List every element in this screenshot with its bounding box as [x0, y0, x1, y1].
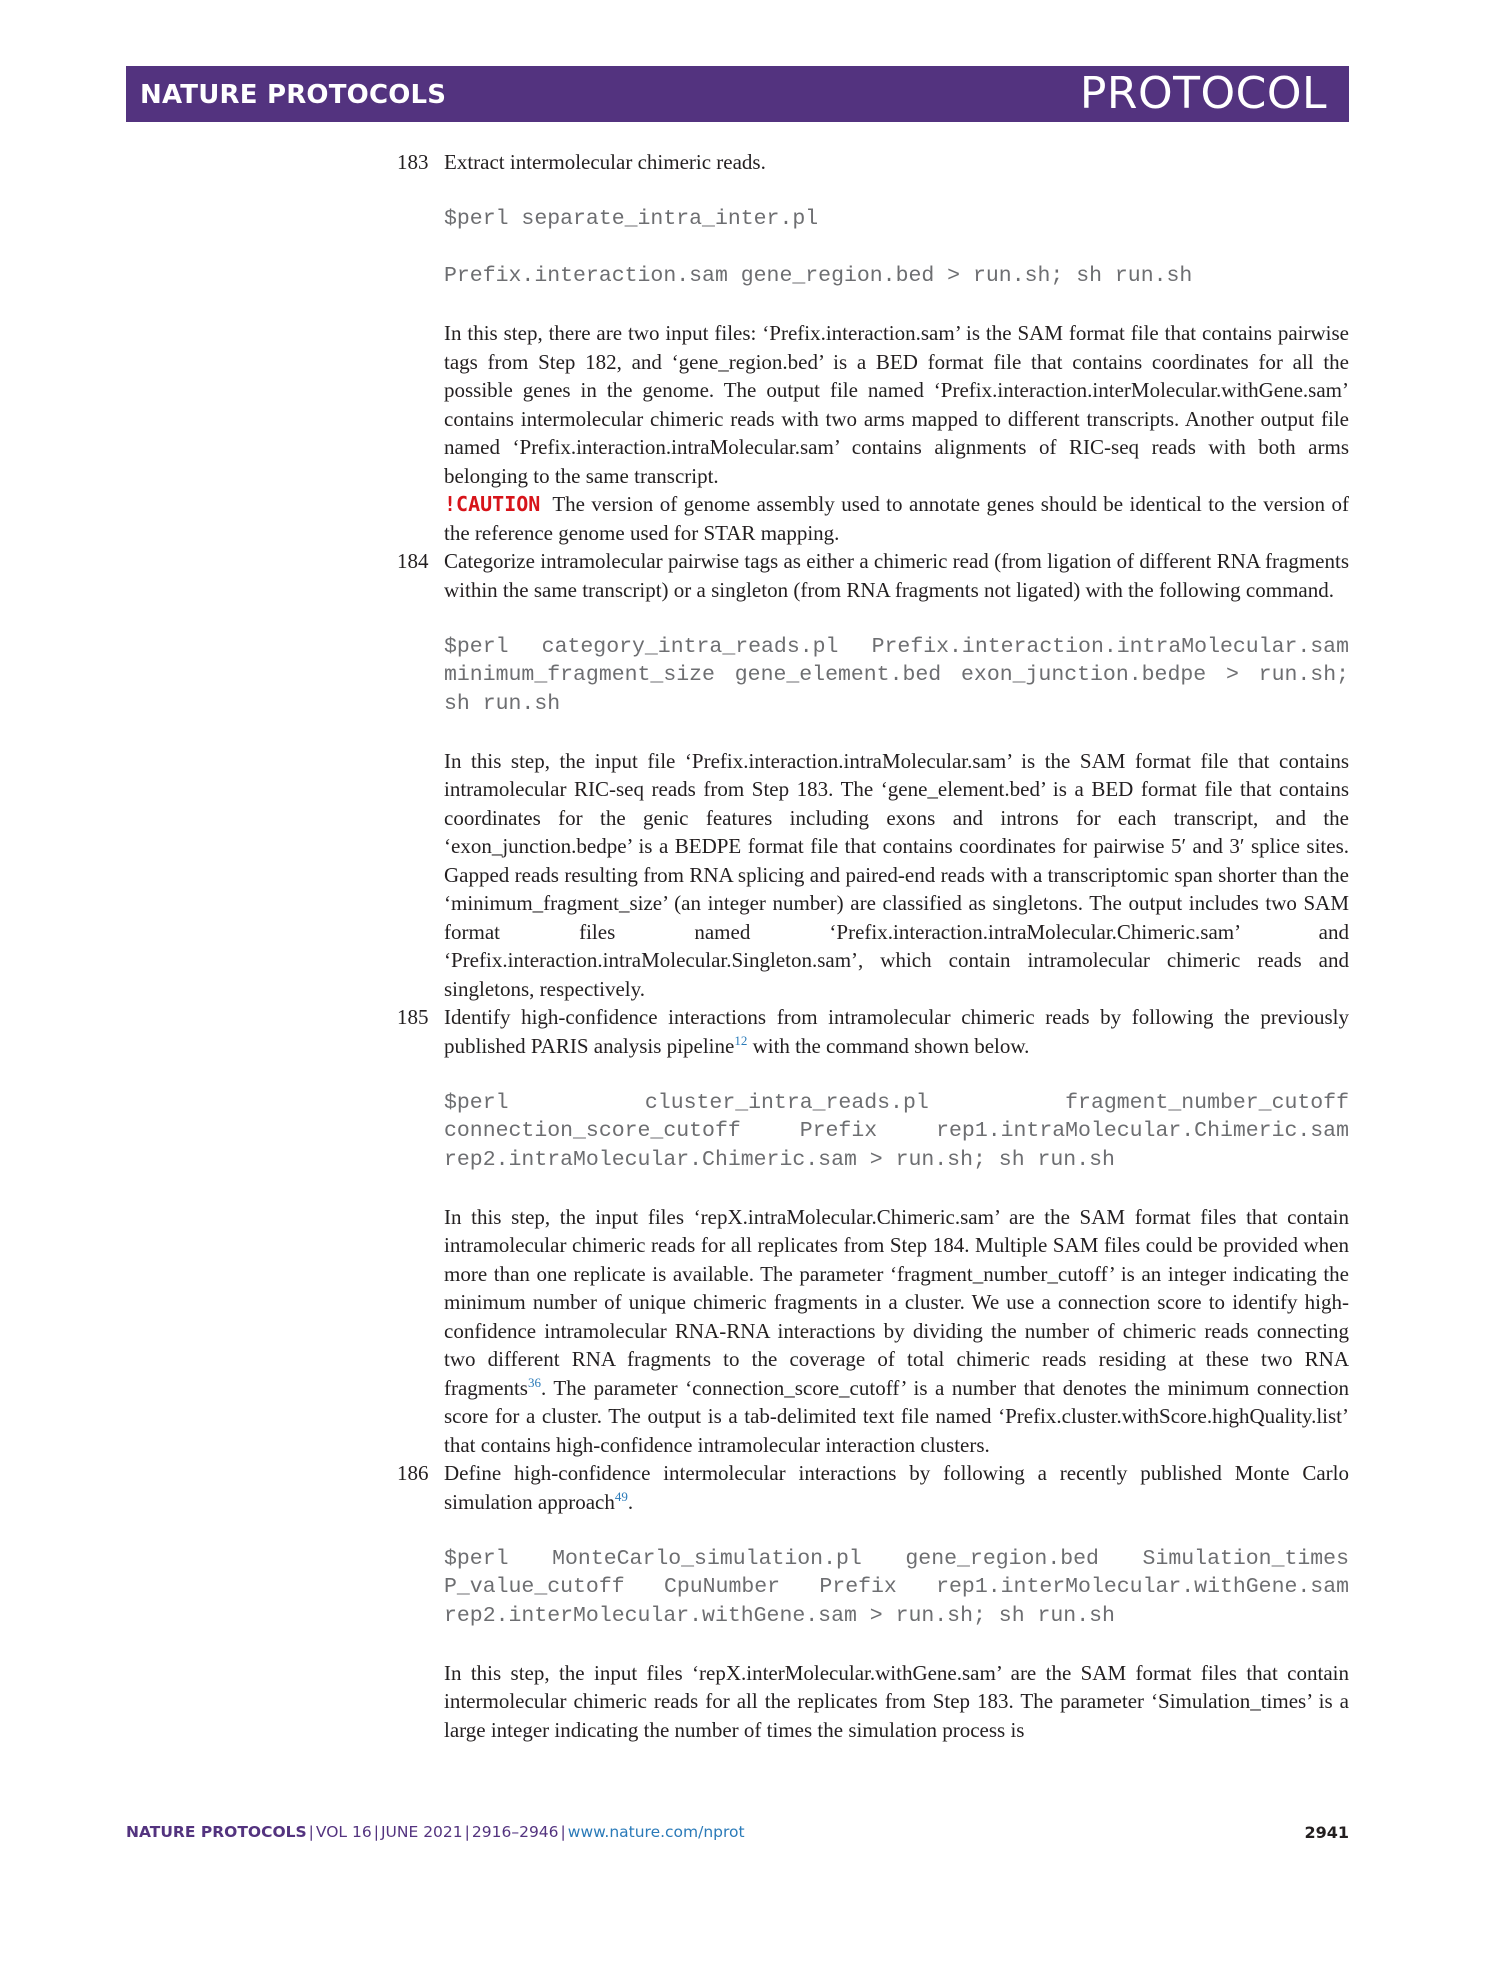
- journal-header-bar: [126, 66, 1349, 122]
- article-type-label: PROTOCOL: [1079, 68, 1327, 119]
- code-command: $perl MonteCarlo_simulation.pl gene_region.bed Simulation_times P_value_cutoff CpuNumber Prefix rep1.interMolecular.withGene.sam rep2.interMolecular.withGene.sam > run.sh; sh run.sh: [444, 1546, 1349, 1628]
- step-186: [384, 1459, 1349, 1744]
- step-number: 184: [397, 549, 429, 573]
- reference-link[interactable]: 12: [734, 1032, 748, 1048]
- footer-journal: NATURE PROTOCOLS: [126, 1823, 307, 1841]
- journal-name: NATURE PROTOCOLS: [140, 80, 447, 110]
- step-number: 183: [397, 150, 429, 174]
- step-185: [384, 1003, 1349, 1459]
- step-184: [384, 547, 1349, 1003]
- code-command: $perl category_intra_reads.pl Prefix.interaction.intraMolecular.sam minimum_fragment_size gene_element.bed exon_junction.bedpe > run.sh; sh run.sh: [444, 634, 1349, 716]
- step-description: In this step, the input files ‘repX.intraMolecular.Chimeric.sam’ are the SAM format files that contain intramolecular chimeric reads for all replicates from Step 184. Multiple SAM files could be provided when more than one replicate is available. The parameter ‘fragment_number_cutoff’ is an integer indicating the minimum number of unique chimeric fragments in a cluster. We use a connection score to identify high-confidence intramolecular RNA-RNA interactions by dividing the number of chimeric reads connecting two different RNA fragments to the coverage of total chimeric reads residing at these two RNA fragments$^{36}$. The parameter ‘connection_score_cutoff’ is a number that denotes the minimum connection score for a cluster. The output is a tab-delimited text file named ‘Prefix.cluster.withScore.highQuality.list’ that contains high-confidence intramolecular interaction clusters.: [444, 1204, 1349, 1457]
- footer-volume: VOL 16: [315, 1823, 372, 1841]
- page-number: 2941: [1304, 1823, 1349, 1842]
- reference-link[interactable]: 36: [527, 1374, 541, 1390]
- step-description: In this step, the input file ‘Prefix.interaction.intraMolecular.sam’ is the SAM format file that contains intramolecular RIC-seq reads from Step 183. The ‘gene_element.bed’ is a BED format file that contains coordinates for the genic features including exons and introns for each transcript, and the ‘exon_junction.bedpe’ is a BEDPE format file that contains coordinates for pairwise 5′ and 3′ splice sites. Gapped reads resulting from RNA splicing and paired-end reads with a transcriptomic span shorter than the ‘minimum_fragment_size’ (an integer number) are classified as singletons. The output includes two SAM format files named ‘Prefix.interaction.intraMolecular.Chimeric.sam’ and ‘Prefix.interaction.intraMolecular.Singleton.sam’, which contain intramolecular chimeric reads and singletons, respectively.: [444, 748, 1349, 1001]
- page-body: [384, 148, 1349, 1744]
- code-command: $perl cluster_intra_reads.pl fragment_number_cutoff connection_score_cutoff Prefix rep1.intraMolecular.Chimeric.sam rep2.intraMolecular.Chimeric.sam > run.sh; sh run.sh: [444, 1090, 1349, 1172]
- step-description: In this step, the input files ‘repX.interMolecular.withGene.sam’ are the SAM format files that contain intermolecular chimeric reads for all the replicates from Step 183. The parameter ‘Simulation_times’ is a large integer indicating the number of times the simulation process is: [444, 1660, 1349, 1742]
- step-number: 185: [397, 1005, 429, 1029]
- code-command-args: Prefix.interaction.sam gene_region.bed > run.sh; sh run.sh: [444, 264, 1193, 288]
- code-command: $perl separate_intra_inter.pl: [444, 207, 819, 231]
- step-183: [384, 148, 1349, 547]
- caution-note: [444, 490, 1349, 547]
- step-title: Categorize intramolecular pairwise tags as either a chimeric read (from ligation of different RNA fragments within the same transcript) or a singleton (from RNA fragments not ligated) with the following command.: [444, 549, 1349, 602]
- step-title: Extract intermolecular chimeric reads.: [444, 150, 766, 174]
- reference-link[interactable]: 49: [614, 1488, 628, 1504]
- step-description: In this step, there are two input files: ‘Prefix.interaction.sam’ is the SAM format file that contains pairwise tags from Step 182, and ‘gene_region.bed’ is a BED format file that contains coordinates for all the possible genes in the genome. The output file named ‘Prefix.interaction.interMolecular.withGene.sam’ contains intermolecular chimeric reads with two arms mapped to different transcripts. Another output file named ‘Prefix.interaction.intraMolecular.sam’ contains alignments of RIC-seq reads with both arms belonging to the same transcript.: [444, 321, 1349, 488]
- footer-date: JUNE 2021: [380, 1823, 463, 1841]
- footer-url-link[interactable]: www.nature.com/nprot: [567, 1823, 745, 1841]
- caution-label: !CAUTION: [444, 492, 541, 516]
- caution-text: The version of genome assembly used to annotate genes should be identical to the version of the reference genome used for STAR mapping.: [444, 492, 1349, 545]
- step-title: Identify high-confidence interactions from intramolecular chimeric reads by following the previously published PARIS analysis pipeline$^{12}$ with the command shown below.: [444, 1005, 1349, 1058]
- step-number: 186: [397, 1461, 429, 1485]
- footer-pages: 2916–2946: [471, 1823, 559, 1841]
- step-title: Define high-confidence intermolecular interactions by following a recently published Monte Carlo simulation approach$^{49}$.: [444, 1461, 1349, 1514]
- page-footer: NATURE PROTOCOLS | VOL 16 | JUNE 2021 | 2916–2946 | www.nature.com/nprot 2941: [126, 1823, 1349, 1842]
